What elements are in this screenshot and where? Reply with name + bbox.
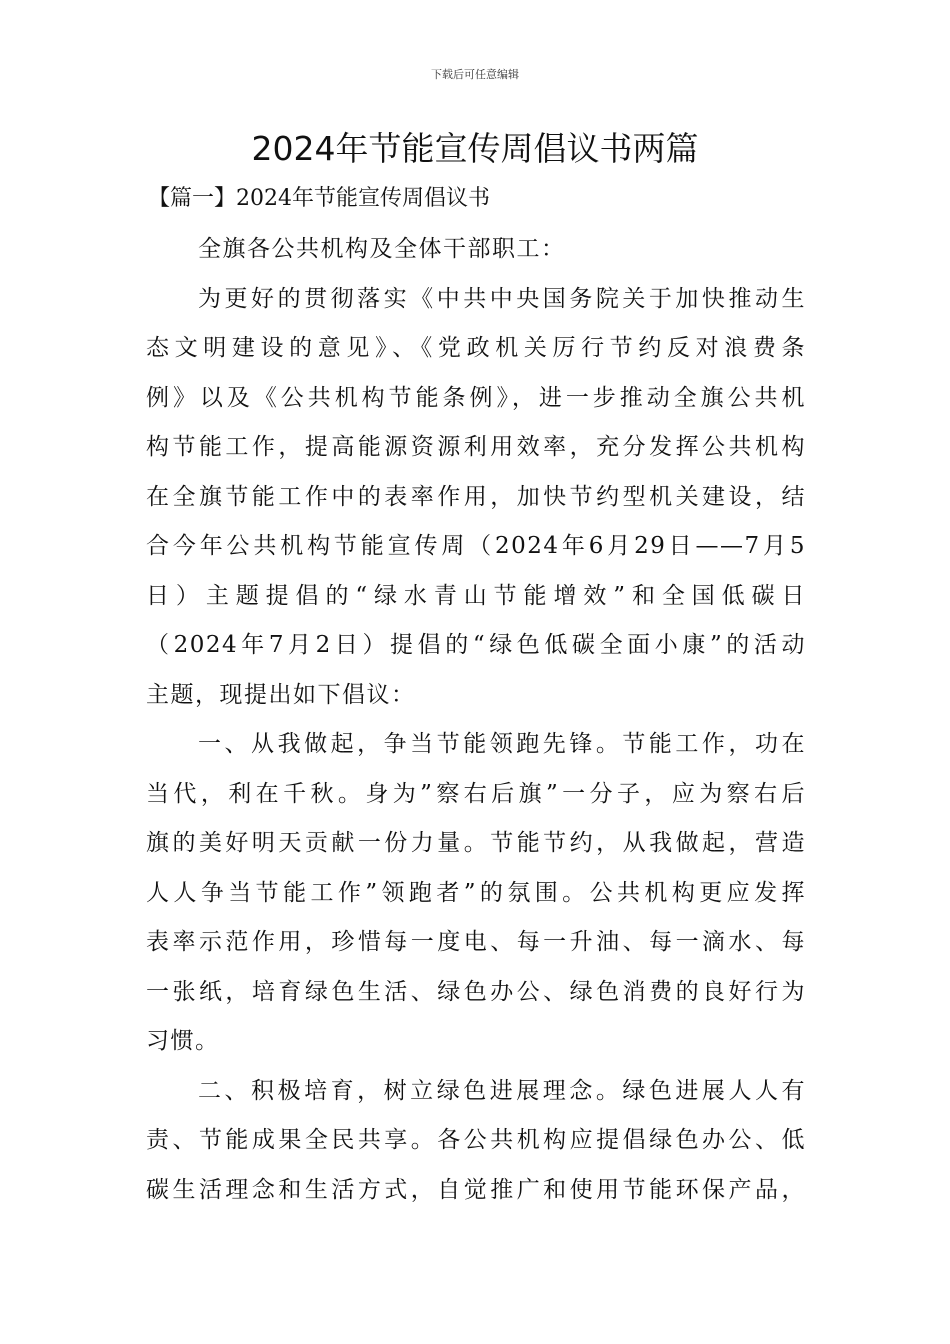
body-line: 责、节能成果全民共享。各公共机构应提倡绿色办公、低 — [146, 1127, 806, 1153]
body-line: 表率示范作用，珍惜每一度电、每一升油、每一滴水、每 — [146, 929, 806, 955]
document-body — [146, 225, 806, 1215]
body-line: 一张纸，培育绿色生活、绿色办公、绿色消费的良好行为 — [146, 978, 806, 1005]
body-line: 碳生活理念和生活方式，自觉推广和使用节能环保产品， — [146, 1176, 806, 1203]
body-line: 合今年公共机构节能宣传周（2024年6月29日——7月5 — [146, 533, 806, 559]
body-line: 构节能工作，提高能源资源利用效率，充分发挥公共机构 — [146, 434, 806, 460]
document-title: 2024年节能宣传周倡议书两篇 — [251, 129, 699, 168]
body-line: 当代，利在千秋。身为”察右后旗”一分子，应为察右后 — [146, 780, 806, 807]
body-line: 例》以及《公共机构节能条例》，进一步推动全旗公共机 — [146, 384, 806, 411]
body-line: 二、积极培育，树立绿色进展理念。绿色进展人人有 — [198, 1077, 806, 1104]
body-line: 主题，现提出如下倡议： — [146, 681, 416, 708]
body-line: 在全旗节能工作中的表率作用，加快节约型机关建设，结 — [146, 483, 806, 510]
section-heading: 【篇一】2024年节能宣传周倡议书 — [148, 186, 490, 211]
body-line: 日）主题提倡的“绿水青山节能增效”和全国低碳日 — [146, 582, 806, 609]
body-line: 为更好的贯彻落实《中共中央国务院关于加快推动生 — [198, 285, 806, 312]
body-line: 习惯。 — [146, 1028, 220, 1054]
body-line: 旗的美好明天贡献一份力量。节能节约，从我做起，营造 — [146, 830, 806, 856]
header-note: 下载后可任意编辑 — [431, 68, 519, 81]
body-line: 态文明建设的意见》、《党政机关厉行节约反对浪费条 — [146, 335, 806, 361]
body-line: 全旗各公共机构及全体干部职工： — [198, 236, 566, 262]
body-line: （2024年7月2日）提倡的“绿色低碳全面小康”的活动 — [146, 632, 806, 658]
body-line: 人人争当节能工作”领跑者”的氛围。公共机构更应发挥 — [146, 879, 806, 906]
body-line: 一、从我做起，争当节能领跑先锋。节能工作，功在 — [198, 731, 806, 757]
